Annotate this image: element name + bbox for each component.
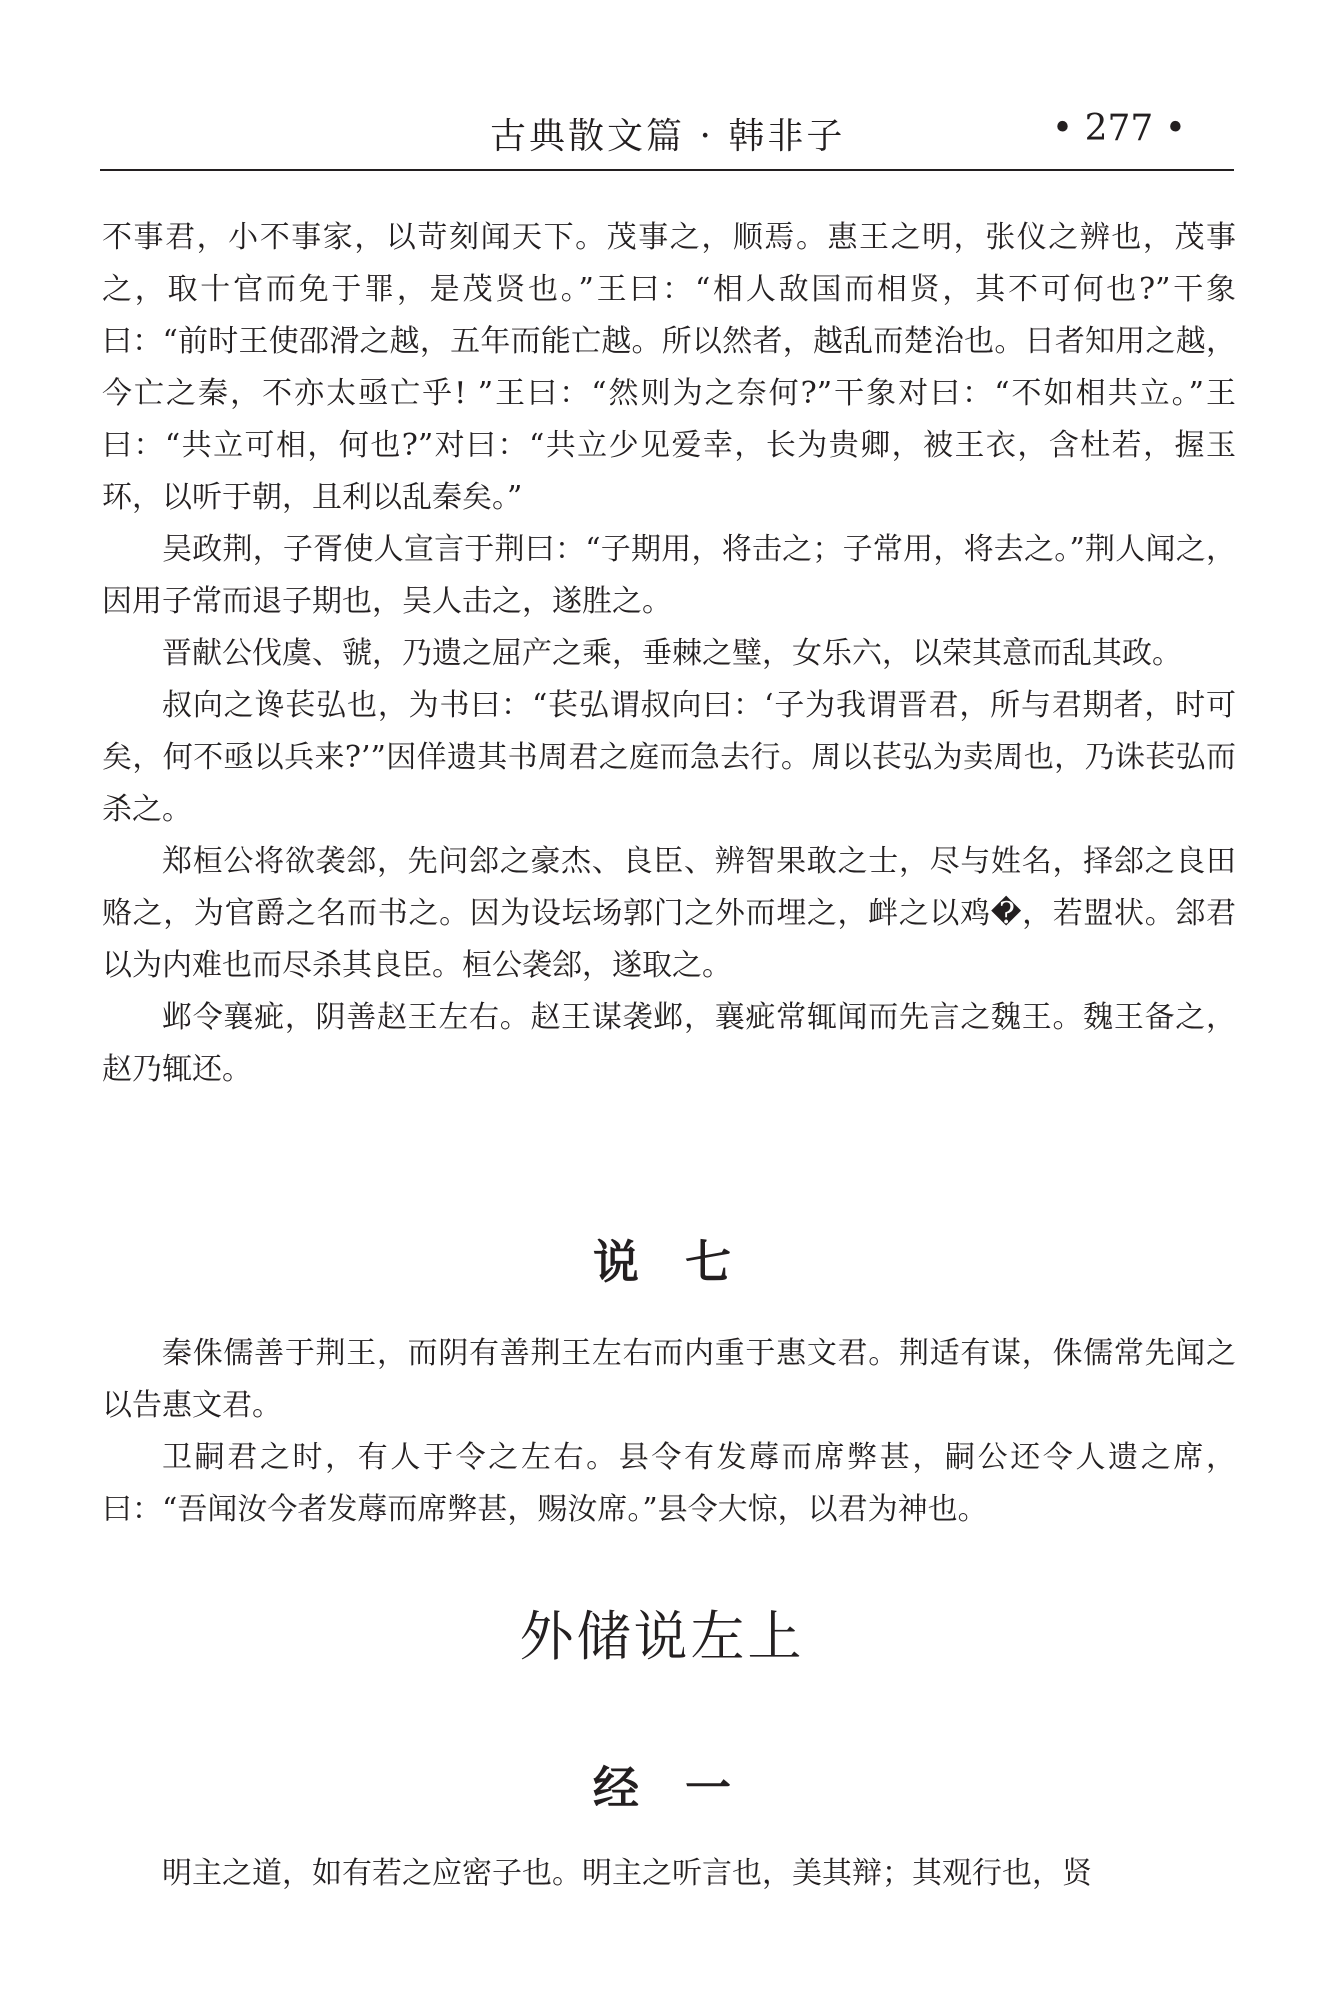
text-block-1 [102,212,1236,1096]
paragraph: 吴政荆，子胥使人宣言于荆曰：“子期用，将击之；子常用，将去之。”荆人闻之，因用子常而退子期也，吴人击之，遂胜之。 [102,532,1236,619]
paragraph: 叔向之谗苌弘也，为书曰：“苌弘谓叔向曰：‘子为我谓晋君，所与君期者，时可矣，何不亟以兵来?’”因佯遗其书周君之庭而急去行。周以苌弘为卖周也，乃诛苌弘而杀之。 [102,688,1236,827]
running-header-title: 古典散文篇 · 韩非子 [490,116,846,157]
paragraph: 卫嗣君之时，有人于令之左右。县令有发蓐而席弊甚，嗣公还令人遗之席，曰：“吾闻汝今者发蓐而席弊甚，赐汝席。”县令大惊，以君为神也。 [102,1440,1236,1527]
paragraph: 明主之道，如有若之应密子也。明主之听言也，美其辩；其观行也，贤 [162,1856,1092,1891]
paragraph: 秦侏儒善于荆王，而阴有善荆王左右而内重于惠文君。荆适有谋，侏儒常先闻之以告惠文君。 [102,1336,1236,1423]
paragraph: 晋献公伐虞、虢，乃遗之屈产之乘，垂棘之璧，女乐六，以荣其意而乱其政。 [162,636,1182,671]
header-rule [100,169,1234,171]
chapter-title: 外储说左上 [519,1605,805,1668]
paragraph: 不事君，小不事家，以苛刻闻天下。茂事之，顺焉。惠王之明，张仪之辨也，茂事之，取十官而免于罪，是茂贤也。”王曰：“相人敌国而相贤，其不可何也?”干象曰：“前时王使邵滑之越，五年而能亡越。所以然者，越乱而楚治也。日者知用之越，今亡之秦，不亦太亟亡乎! ”王曰：“然则为之奈何?”干象对曰：“不如相共立。”王曰：“共立可相，何也?”对曰：“共立少见爱幸，长为贵卿，被王衣，含杜若，握玉环，以听于朝，且利以乱秦矣。” [102,220,1236,515]
section-heading-jing-yi: 经 一 [593,1761,731,1815]
page-number: • 277 • [1051,108,1186,149]
paragraph: 郑桓公将欲袭郐，先问郐之豪杰、良臣、辨智果敢之士，尽与姓名，择郐之良田赂之，为官爵之名而书之。因为设坛场郭门之外而埋之，衅之以鸡�，若盟状。郐君以为内难也而尽杀其良臣。桓公袭郐，遂取之。 [102,844,1236,983]
text-block-2 [102,1328,1236,1536]
paragraph: 邺令襄疵，阴善赵王左右。赵王谋袭邺，襄疵常辄闻而先言之魏王。魏王备之，赵乃辄还。 [102,1000,1236,1087]
text-block-3 [102,1848,1236,1900]
section-heading-shuo-qi: 说 七 [593,1235,731,1289]
running-header [100,108,1234,168]
